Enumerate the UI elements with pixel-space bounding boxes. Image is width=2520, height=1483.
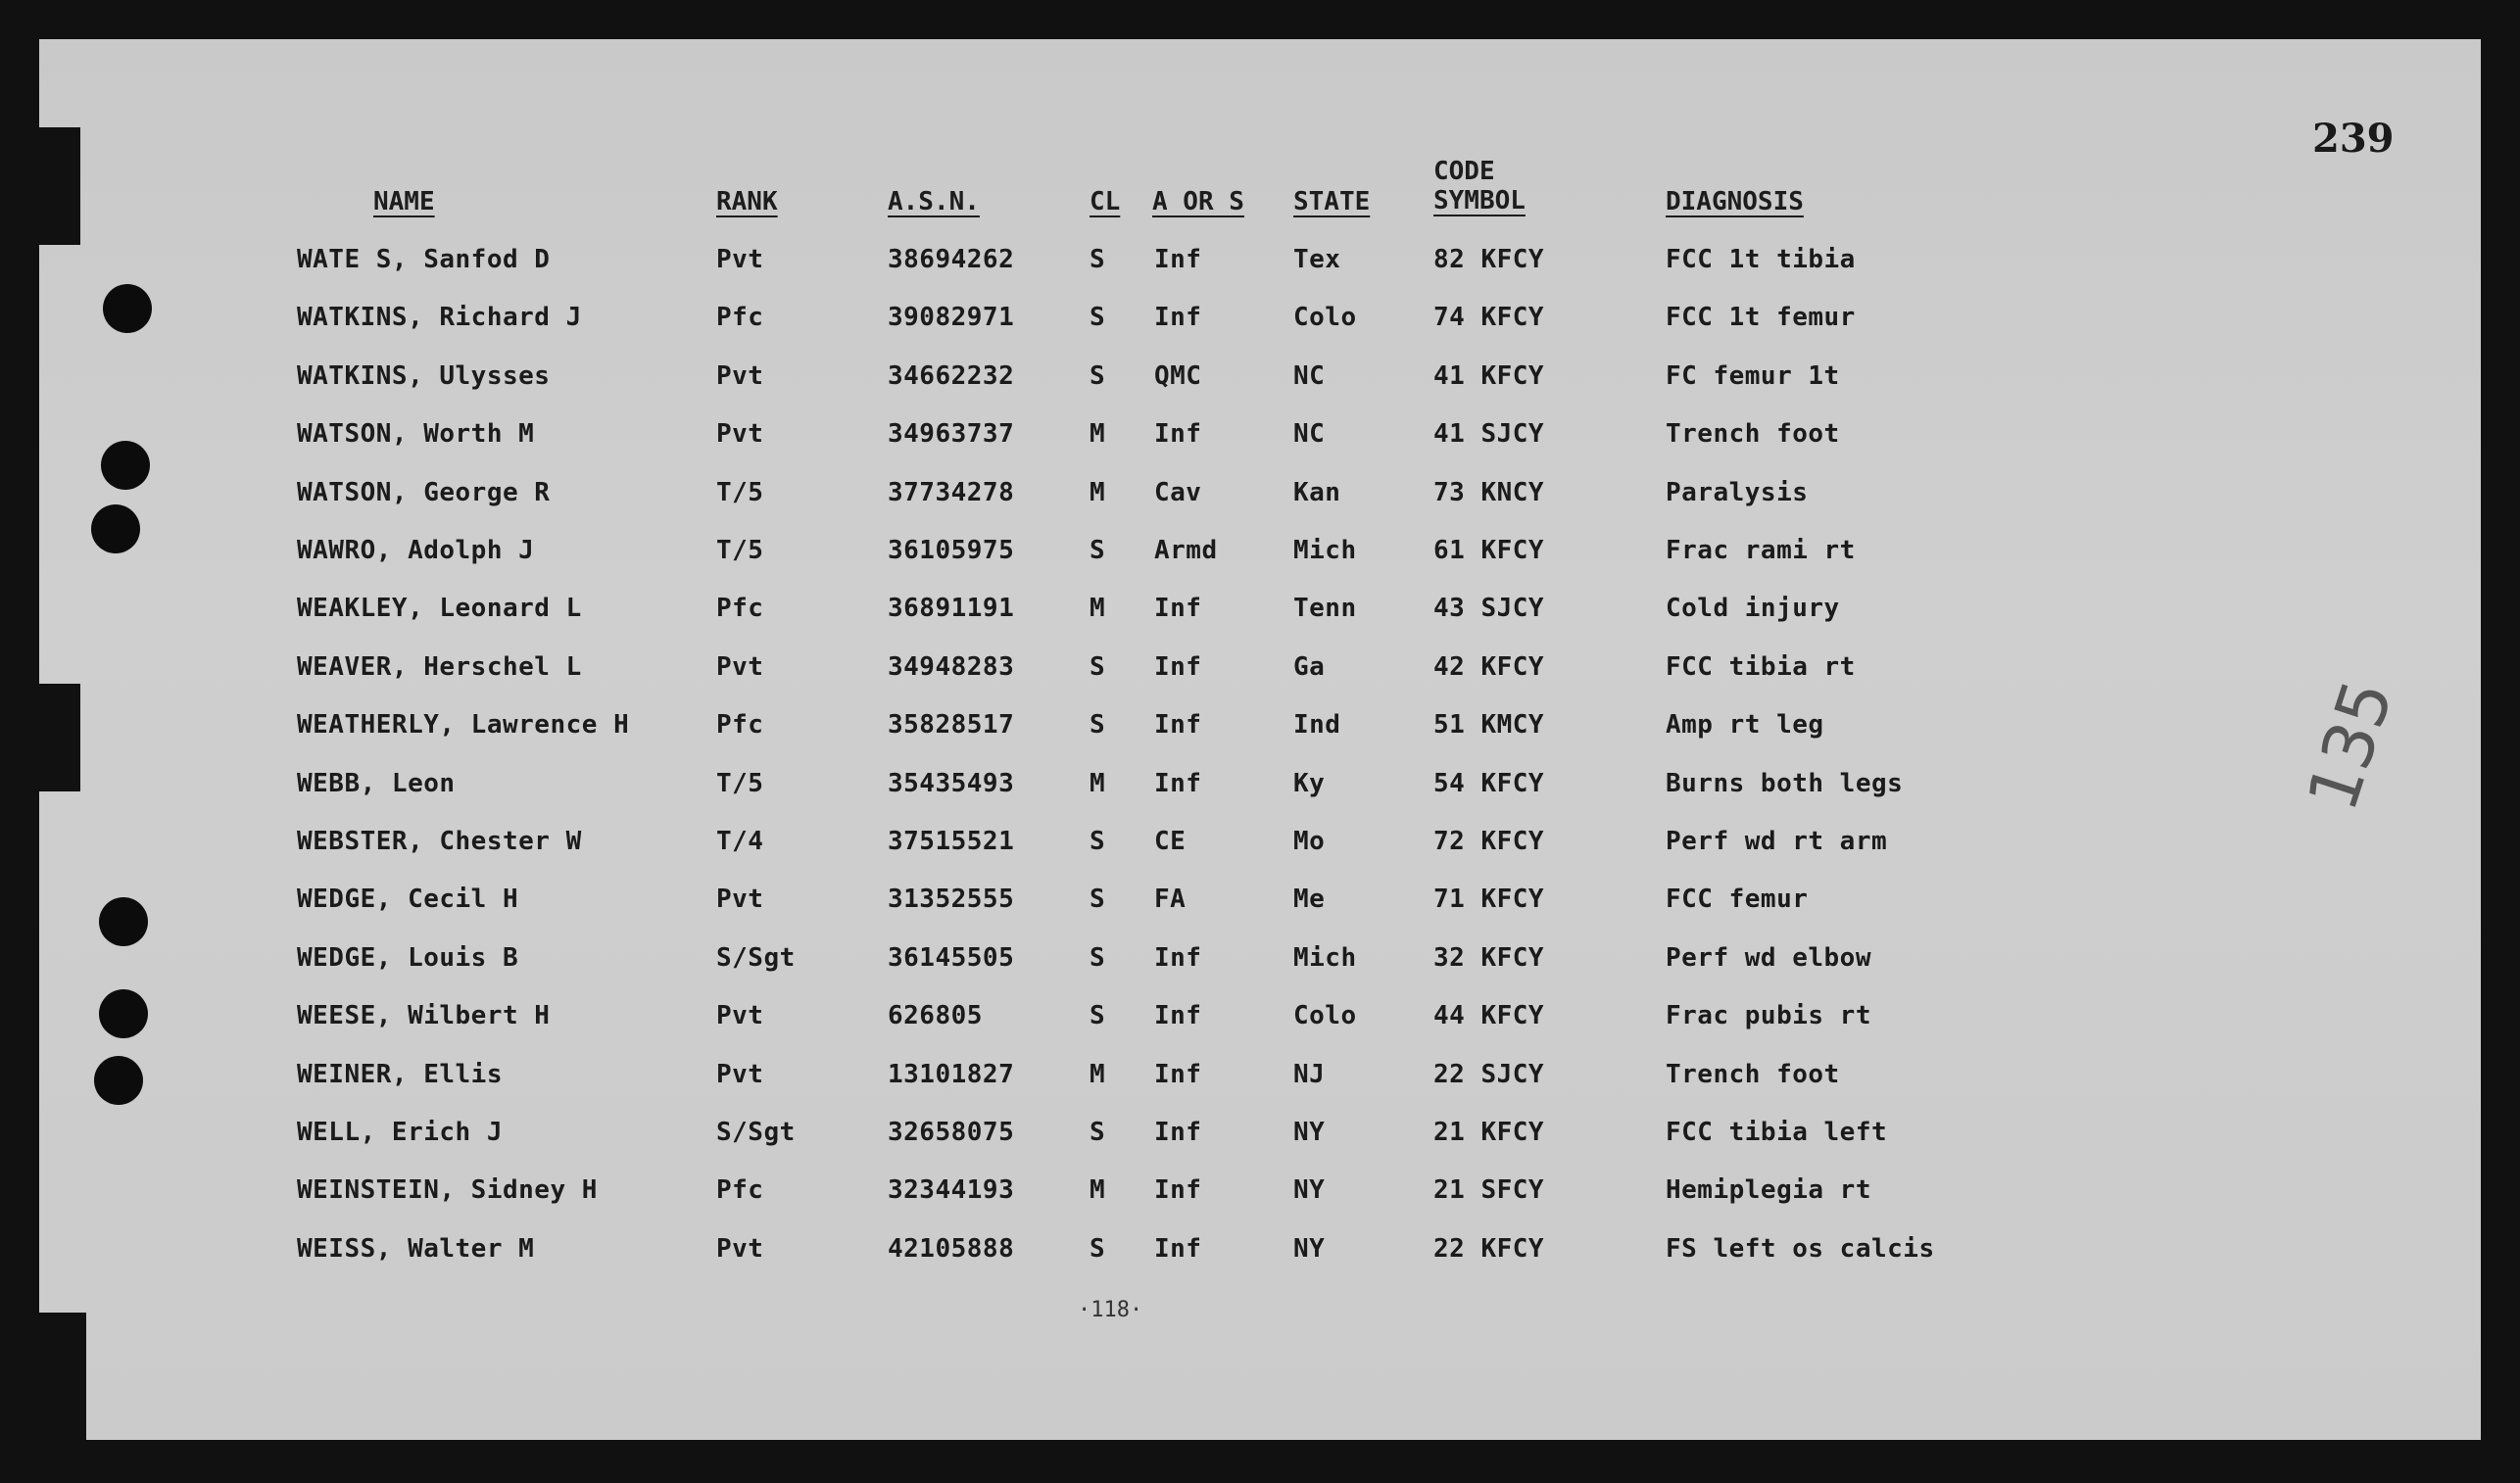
cell-name: WAWRO, Adolph J <box>297 536 535 565</box>
cell-diagnosis: Amp rt leg <box>1666 710 1824 741</box>
cell-code-symbol: 54 KFCY <box>1433 768 1545 798</box>
cell-name: WATE S, Sanfod D <box>297 245 551 274</box>
cell-asn: 34963737 <box>888 419 1015 450</box>
table-row <box>0 1118 2520 1157</box>
cell-rank: S/Sgt <box>716 1118 796 1147</box>
cell-state: NY <box>1293 1118 1326 1147</box>
header-name: NAME <box>373 187 435 216</box>
cell-name: WEINER, Ellis <box>297 1059 503 1089</box>
cell-rank: Pvt <box>716 651 764 682</box>
cell-rank: Pvt <box>716 419 764 450</box>
table-row <box>0 885 2520 924</box>
table-row <box>0 361 2520 401</box>
cell-asn: 32658075 <box>888 1118 1015 1147</box>
cell-asn: 35828517 <box>888 710 1015 741</box>
table-row <box>0 943 2520 982</box>
cell-state: NY <box>1293 1175 1326 1206</box>
cell-rank: T/5 <box>716 768 764 798</box>
table-row <box>0 1175 2520 1215</box>
cell-name: WEDGE, Cecil H <box>297 885 519 915</box>
cell-name: WEATHERLY, Lawrence H <box>297 710 630 741</box>
header-state: STATE <box>1293 187 1371 216</box>
cell-diagnosis: FC femur 1t <box>1666 360 1840 391</box>
cell-cl: M <box>1090 419 1106 450</box>
cell-state: Ind <box>1293 710 1341 741</box>
cell-rank: Pfc <box>716 710 764 741</box>
cell-asn: 31352555 <box>888 885 1015 915</box>
cell-cl: S <box>1090 885 1106 915</box>
cell-cl: S <box>1090 1233 1106 1264</box>
table-row <box>0 652 2520 692</box>
cell-cl: S <box>1090 710 1106 741</box>
cell-a-or-s: Inf <box>1154 1233 1202 1264</box>
cell-rank: T/5 <box>716 536 764 565</box>
cell-rank: Pvt <box>716 885 764 915</box>
cell-name: WEAVER, Herschel L <box>297 651 582 682</box>
cell-a-or-s: Inf <box>1154 594 1202 624</box>
cell-diagnosis: Frac rami rt <box>1666 536 1856 565</box>
cell-name: WATKINS, Ulysses <box>297 360 551 391</box>
cell-a-or-s: Cav <box>1154 477 1202 507</box>
table-row <box>0 245 2520 284</box>
cell-cl: M <box>1090 1175 1106 1206</box>
cell-a-or-s: Inf <box>1154 303 1202 333</box>
header-code-symbol <box>1433 157 1526 215</box>
cell-state: Kan <box>1293 477 1341 507</box>
cell-a-or-s: Armd <box>1154 536 1218 565</box>
cell-cl: S <box>1090 1001 1106 1031</box>
cell-code-symbol: 32 KFCY <box>1433 942 1545 973</box>
cell-asn: 32344193 <box>888 1175 1015 1206</box>
cell-a-or-s: Inf <box>1154 1001 1202 1031</box>
table-row <box>0 1001 2520 1040</box>
cell-diagnosis: FCC 1t femur <box>1666 303 1856 333</box>
cell-a-or-s: Inf <box>1154 768 1202 798</box>
cell-diagnosis: Trench foot <box>1666 1059 1840 1089</box>
cell-code-symbol: 22 KFCY <box>1433 1233 1545 1264</box>
cell-cl: M <box>1090 477 1106 507</box>
cell-name: WELL, Erich J <box>297 1118 503 1147</box>
cell-cl: S <box>1090 303 1106 333</box>
cell-code-symbol: 42 KFCY <box>1433 651 1545 682</box>
page-number: 239 <box>2312 116 2395 162</box>
cell-name: WEISS, Walter M <box>297 1233 535 1264</box>
cell-code-symbol: 41 KFCY <box>1433 360 1545 391</box>
cell-cl: S <box>1090 245 1106 274</box>
cell-a-or-s: Inf <box>1154 710 1202 741</box>
cell-asn: 35435493 <box>888 768 1015 798</box>
cell-name: WEBSTER, Chester W <box>297 827 582 856</box>
table-row <box>0 419 2520 458</box>
cell-state: Colo <box>1293 303 1357 333</box>
cell-diagnosis: FCC 1t tibia <box>1666 245 1856 274</box>
cell-diagnosis: Trench foot <box>1666 419 1840 450</box>
cell-diagnosis: FS left os calcis <box>1666 1233 1935 1264</box>
cell-name: WEBB, Leon <box>297 768 456 798</box>
cell-asn: 42105888 <box>888 1233 1015 1264</box>
cell-state: Me <box>1293 885 1326 915</box>
cell-code-symbol: 51 KMCY <box>1433 710 1545 741</box>
cell-name: WATKINS, Richard J <box>297 303 582 333</box>
cell-state: Mich <box>1293 942 1357 973</box>
cell-name: WEESE, Wilbert H <box>297 1001 551 1031</box>
header-rank: RANK <box>716 187 778 216</box>
cell-asn: 34662232 <box>888 360 1015 391</box>
table-row <box>0 478 2520 517</box>
cell-code-symbol: 72 KFCY <box>1433 827 1545 856</box>
cell-asn: 39082971 <box>888 303 1015 333</box>
cell-rank: Pfc <box>716 1175 764 1206</box>
header-a-or-s: A OR S <box>1152 187 1244 216</box>
cell-state: Tenn <box>1293 594 1357 624</box>
header-asn: A.S.N. <box>888 187 980 216</box>
cell-rank: T/5 <box>716 477 764 507</box>
table-row <box>0 536 2520 575</box>
cell-diagnosis: FCC femur <box>1666 885 1809 915</box>
cell-diagnosis: Perf wd rt arm <box>1666 827 1888 856</box>
cell-a-or-s: QMC <box>1154 360 1202 391</box>
cell-asn: 36891191 <box>888 594 1015 624</box>
cell-code-symbol: 74 KFCY <box>1433 303 1545 333</box>
margin-note: 135 <box>2292 670 2409 821</box>
cell-diagnosis: Cold injury <box>1666 594 1840 624</box>
cell-asn: 36145505 <box>888 942 1015 973</box>
cell-rank: Pvt <box>716 360 764 391</box>
cell-cl: M <box>1090 594 1106 624</box>
cell-diagnosis: Frac pubis rt <box>1666 1001 1871 1031</box>
cell-cl: S <box>1090 1118 1106 1147</box>
cell-asn: 34948283 <box>888 651 1015 682</box>
cell-code-symbol: 22 SJCY <box>1433 1059 1545 1089</box>
cell-state: NC <box>1293 419 1326 450</box>
cell-rank: Pfc <box>716 594 764 624</box>
table-row <box>0 827 2520 866</box>
cell-cl: M <box>1090 768 1106 798</box>
cell-rank: T/4 <box>716 827 764 856</box>
cell-asn: 37734278 <box>888 477 1015 507</box>
cell-code-symbol: 43 SJCY <box>1433 594 1545 624</box>
cell-cl: S <box>1090 536 1106 565</box>
cell-rank: S/Sgt <box>716 942 796 973</box>
cell-rank: Pfc <box>716 303 764 333</box>
cell-state: Ga <box>1293 651 1326 682</box>
cell-asn: 626805 <box>888 1001 983 1031</box>
cell-cl: M <box>1090 1059 1106 1089</box>
table-row <box>0 1060 2520 1099</box>
cell-rank: Pvt <box>716 245 764 274</box>
cell-name: WATSON, Worth M <box>297 419 535 450</box>
cell-a-or-s: Inf <box>1154 1059 1202 1089</box>
table-row <box>0 710 2520 749</box>
cell-code-symbol: 73 KNCY <box>1433 477 1545 507</box>
cell-rank: Pvt <box>716 1001 764 1031</box>
cell-code-symbol: 44 KFCY <box>1433 1001 1545 1031</box>
cell-cl: S <box>1090 360 1106 391</box>
cell-state: Mo <box>1293 827 1326 856</box>
cell-a-or-s: Inf <box>1154 245 1202 274</box>
cell-state: NY <box>1293 1233 1326 1264</box>
cell-name: WATSON, George R <box>297 477 551 507</box>
cell-asn: 13101827 <box>888 1059 1015 1089</box>
table-row <box>0 594 2520 633</box>
cell-code-symbol: 41 SJCY <box>1433 419 1545 450</box>
cell-a-or-s: Inf <box>1154 651 1202 682</box>
cell-diagnosis: Hemiplegia rt <box>1666 1175 1871 1206</box>
cell-diagnosis: Paralysis <box>1666 477 1809 507</box>
cell-code-symbol: 71 KFCY <box>1433 885 1545 915</box>
cell-state: NJ <box>1293 1059 1326 1089</box>
cell-rank: Pvt <box>716 1233 764 1264</box>
cell-state: Tex <box>1293 245 1341 274</box>
cell-state: NC <box>1293 360 1326 391</box>
table-row <box>0 769 2520 808</box>
header-diagnosis: DIAGNOSIS <box>1666 187 1804 216</box>
cell-state: Mich <box>1293 536 1357 565</box>
cell-state: Ky <box>1293 768 1326 798</box>
cell-cl: S <box>1090 827 1106 856</box>
cell-rank: Pvt <box>716 1059 764 1089</box>
cell-diagnosis: Perf wd elbow <box>1666 942 1871 973</box>
edge-tab-top <box>37 127 80 245</box>
cell-a-or-s: CE <box>1154 827 1187 856</box>
cell-asn: 37515521 <box>888 827 1015 856</box>
bottom-mark: ·118· <box>1078 1298 1143 1322</box>
header-cl: CL <box>1090 187 1121 216</box>
table-row <box>0 1234 2520 1273</box>
cell-diagnosis: FCC tibia rt <box>1666 651 1856 682</box>
header-code-line1: CODE <box>1433 157 1495 186</box>
cell-a-or-s: Inf <box>1154 1175 1202 1206</box>
cell-code-symbol: 61 KFCY <box>1433 536 1545 565</box>
cell-code-symbol: 21 SFCY <box>1433 1175 1545 1206</box>
cell-a-or-s: FA <box>1154 885 1187 915</box>
cell-asn: 36105975 <box>888 536 1015 565</box>
cell-a-or-s: Inf <box>1154 419 1202 450</box>
cell-name: WEAKLEY, Leonard L <box>297 594 582 624</box>
cell-cl: S <box>1090 651 1106 682</box>
cell-cl: S <box>1090 942 1106 973</box>
cell-diagnosis: FCC tibia left <box>1666 1118 1888 1147</box>
cell-state: Colo <box>1293 1001 1357 1031</box>
cell-name: WEDGE, Louis B <box>297 942 519 973</box>
cell-diagnosis: Burns both legs <box>1666 768 1904 798</box>
cell-asn: 38694262 <box>888 245 1015 274</box>
cell-code-symbol: 82 KFCY <box>1433 245 1545 274</box>
header-code-line2: SYMBOL <box>1433 186 1526 215</box>
table-row <box>0 303 2520 342</box>
cell-name: WEINSTEIN, Sidney H <box>297 1175 598 1206</box>
cell-a-or-s: Inf <box>1154 942 1202 973</box>
edge-tab-bottom <box>37 1313 86 1440</box>
cell-code-symbol: 21 KFCY <box>1433 1118 1545 1147</box>
cell-a-or-s: Inf <box>1154 1118 1202 1147</box>
